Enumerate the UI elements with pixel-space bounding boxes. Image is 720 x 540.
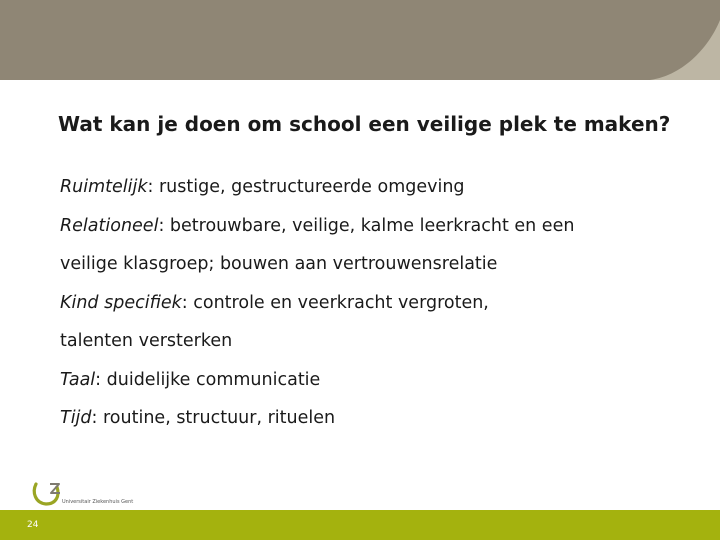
bullet-separator: :: [158, 215, 170, 236]
footer-band: [0, 510, 720, 540]
bullet-label: Relationeel: [60, 215, 159, 236]
bullet-list: [60, 168, 680, 438]
bullet-item: [60, 399, 680, 438]
bullet-item: [60, 284, 680, 323]
bullet-text: duidelijke communicatie: [106, 369, 321, 390]
bullet-label: Ruimtelijk: [60, 177, 148, 197]
bullet-text: talenten versterken: [60, 331, 233, 351]
bullet-label: Taal: [60, 369, 96, 390]
header-band: [0, 0, 720, 80]
uz-logo-icon: [30, 478, 64, 508]
slide-title: Wat kan je doen om school een veilige plek te maken?: [58, 112, 671, 136]
bullet-item: [60, 361, 680, 400]
bullet-item: [60, 322, 680, 361]
bullet-item: [60, 245, 680, 284]
bullet-text: routine, structuur, rituelen: [103, 408, 336, 428]
bullet-separator: :: [91, 408, 103, 428]
bullet-item: [60, 168, 680, 207]
bullet-separator: :: [147, 177, 159, 197]
logo-text: Universitair Ziekenhuis Gent: [62, 499, 134, 505]
bullet-item: [60, 207, 680, 246]
bullet-text: betrouwbare, veilige, kalme leerkracht en een: [169, 215, 575, 236]
header-band-fill: [0, 0, 720, 80]
bullet-text: rustige, gestructureerde omgeving: [158, 177, 465, 197]
bullet-label: Tijd: [60, 408, 92, 428]
bullet-separator: :: [95, 369, 107, 390]
bullet-text: controle en veerkracht vergroten,: [193, 292, 489, 313]
page-number: 24: [27, 520, 39, 530]
bullet-text: veilige klasgroep; bouwen aan vertrouwensrelatie: [60, 254, 498, 274]
bullet-label: Kind specifiek: [60, 292, 182, 313]
bullet-separator: :: [181, 292, 194, 313]
